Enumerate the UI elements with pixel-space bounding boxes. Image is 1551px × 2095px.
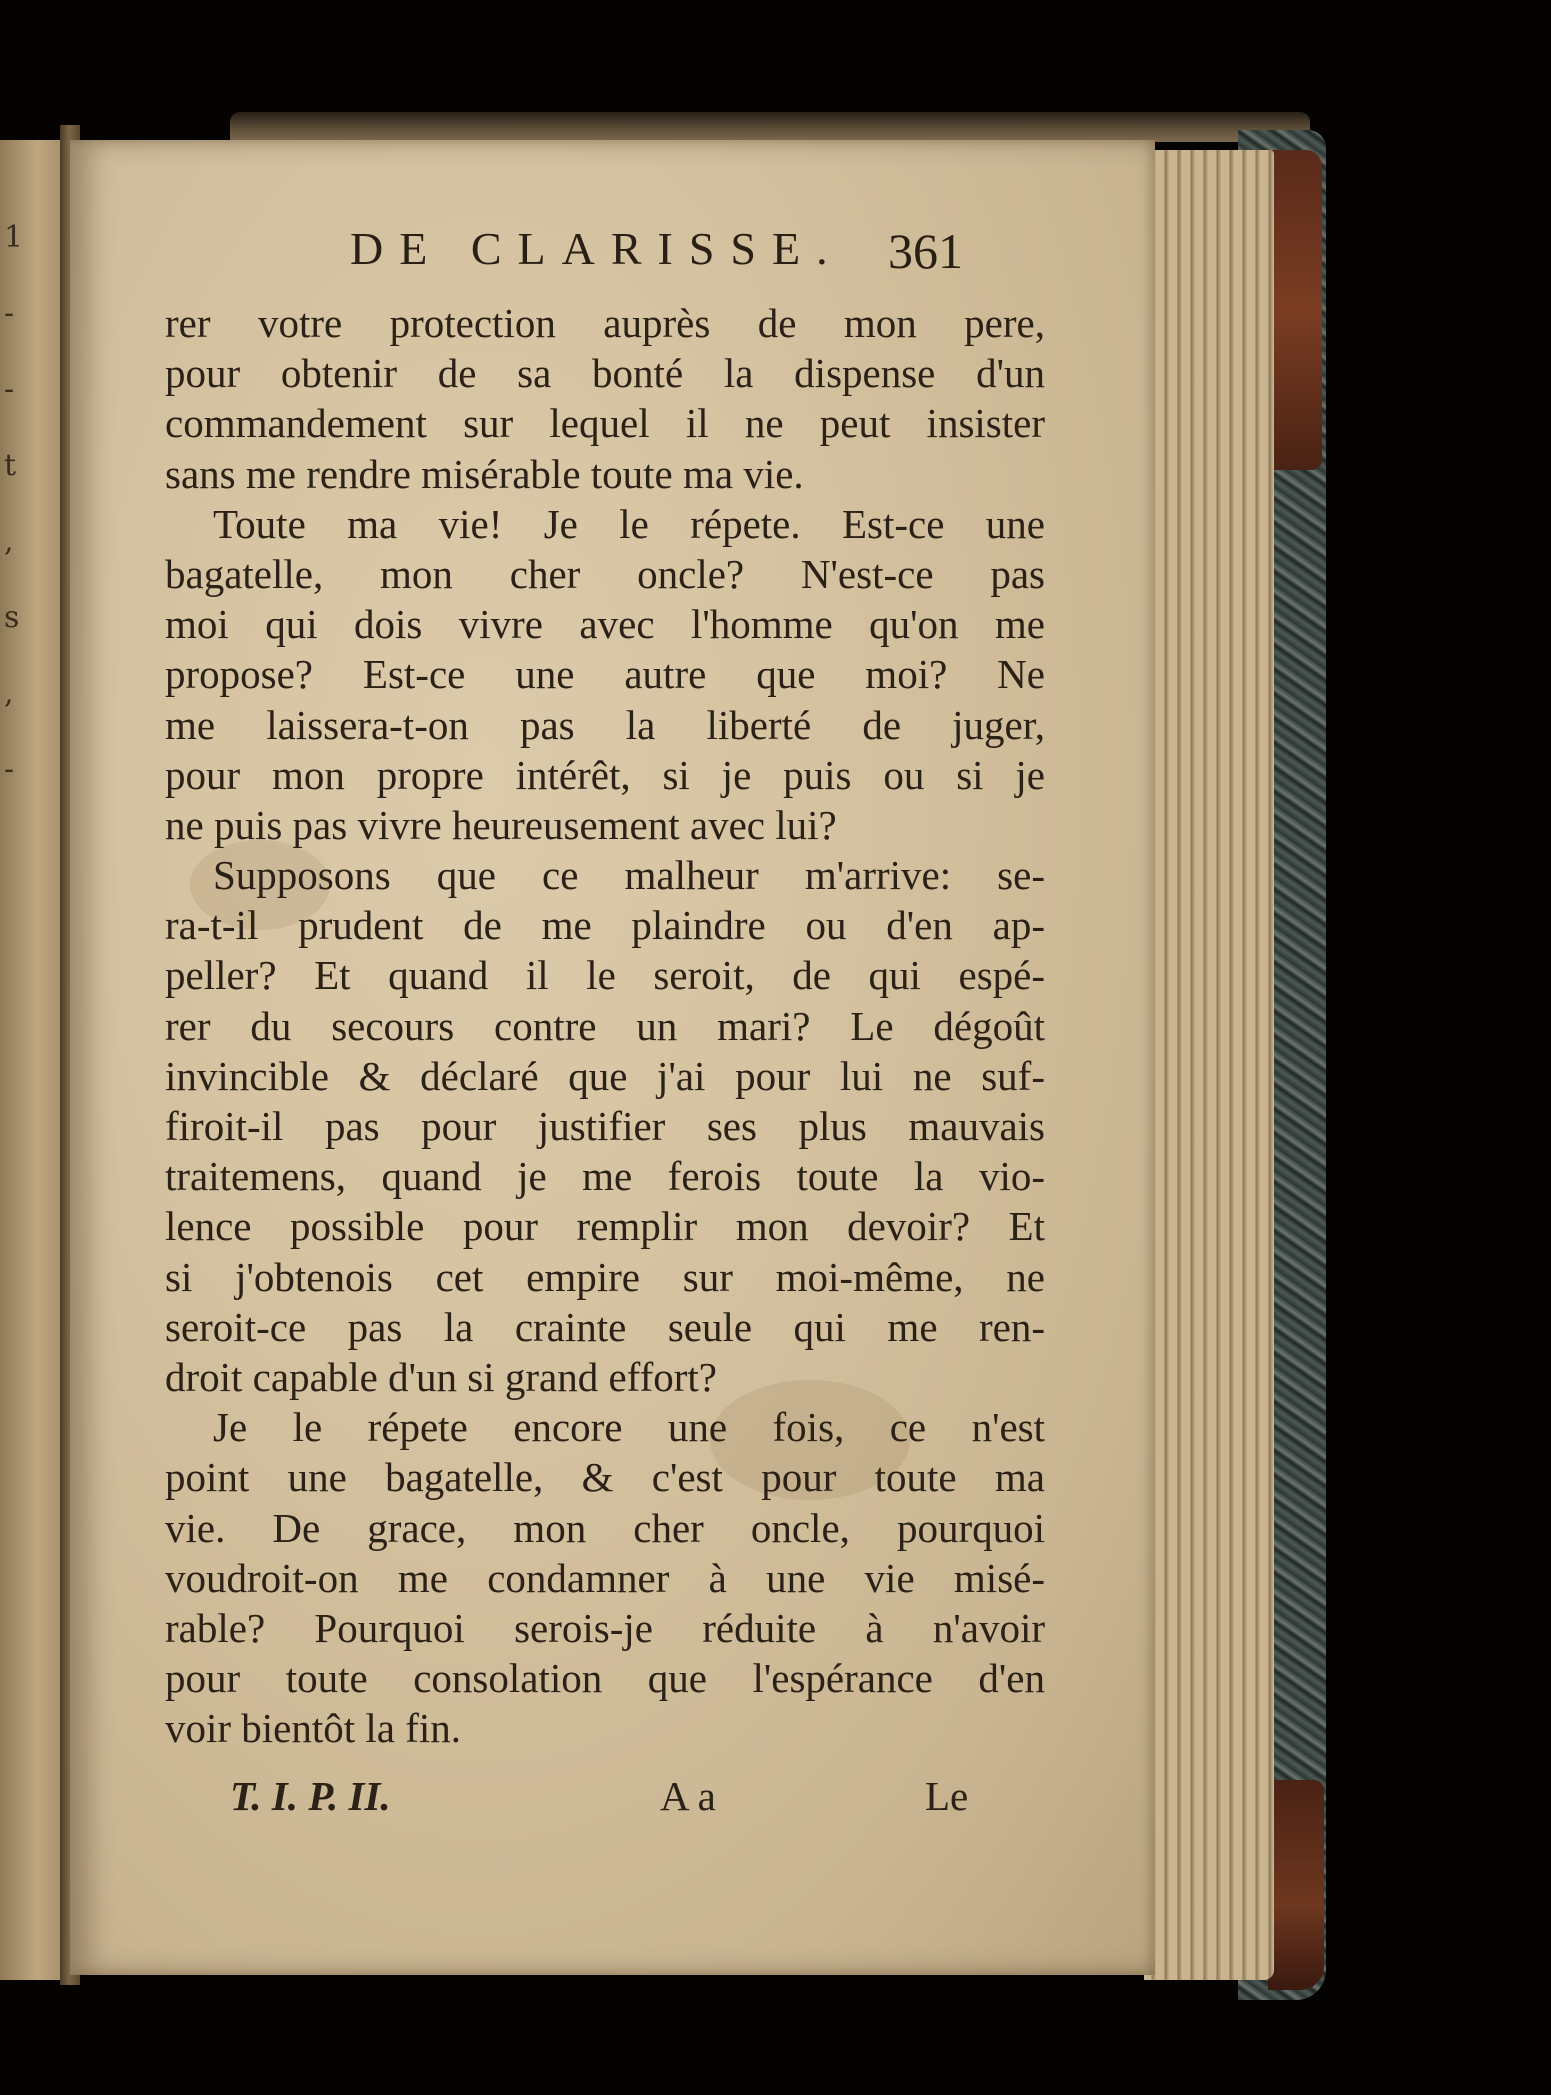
- catchword: Le: [925, 1773, 969, 1819]
- cover-leather-corner-bottom: [1268, 1780, 1324, 1990]
- text-line: rer du secours contre un mari? Le dégoût: [165, 1002, 1045, 1049]
- text-line: invincible & déclaré que j'ai pour lui ne suf-: [165, 1052, 1045, 1099]
- text-line: traitemens, quand je me ferois toute la vio-: [165, 1153, 1045, 1200]
- text-line: rer votre protection auprès de mon pere,: [165, 300, 1045, 346]
- text-line: Supposons que ce malheur m'arrive: se-: [213, 852, 1045, 899]
- text-line: bagatelle, mon cher oncle? N'est-ce pas: [165, 550, 1045, 597]
- text-line: me laissera-t-on pas la liberté de juger,: [165, 701, 1045, 748]
- text-line: pour obtenir de sa bonté la dispense d'un: [165, 350, 1045, 397]
- left-page-fragment: -: [4, 372, 15, 407]
- text-line: pour mon propre intérêt, si je puis ou si je: [165, 751, 1045, 798]
- text-line: propose? Est-ce une autre que moi? Ne: [165, 651, 1045, 698]
- text-line: commandement sur lequel il ne peut insister: [165, 400, 1045, 447]
- text-line: seroit-ce pas la crainte seule qui me ren-: [165, 1303, 1045, 1350]
- text-line: rable? Pourquoi serois-je réduite à n'avoir: [165, 1604, 1045, 1651]
- text-line: pour toute consolation que l'espérance d'en: [165, 1655, 1045, 1702]
- text-line: voir bientôt la fin.: [165, 1705, 462, 1752]
- left-page-fragment: s: [4, 600, 20, 635]
- page-footer: [70, 1772, 1155, 1832]
- text-line: moi qui dois vivre avec l'homme qu'on me: [165, 601, 1045, 648]
- previous-page-edge: [0, 140, 68, 1980]
- running-head: [70, 222, 1155, 292]
- book-headband: [230, 112, 1310, 142]
- left-page-fragment: t: [4, 448, 17, 483]
- page-number: 361: [888, 223, 963, 279]
- signature-volume: T. I. P. II.: [230, 1773, 391, 1819]
- text-line: firoit-il pas pour justifier ses plus mauvais: [165, 1103, 1045, 1149]
- running-head-title: DE CLARISSE.: [350, 223, 844, 274]
- text-line: droit capable d'un si grand effort?: [165, 1353, 717, 1400]
- left-page-fragment: ,: [4, 524, 14, 559]
- signature-mark: A a: [660, 1773, 716, 1819]
- book-page: [70, 140, 1155, 1975]
- text-line: vie. De grace, mon cher oncle, pourquoi: [165, 1504, 1045, 1551]
- left-page-fragment: -: [4, 752, 15, 787]
- left-page-fragment: -: [4, 296, 15, 331]
- text-line: point une bagatelle, & c'est pour toute ma: [165, 1454, 1045, 1501]
- text-line: peller? Et quand il le seroit, de qui espé-: [165, 952, 1045, 999]
- left-page-fragment: ,: [4, 676, 14, 711]
- left-page-fragment: 1: [4, 220, 24, 255]
- body-text: [165, 298, 1045, 1753]
- text-line: si j'obtenois cet empire sur moi-même, ne: [165, 1253, 1045, 1300]
- text-line: ne puis pas vivre heureusement avec lui?: [165, 801, 837, 848]
- text-line: sans me rendre misérable toute ma vie.: [165, 450, 804, 497]
- text-line: lence possible pour remplir mon devoir? Et: [165, 1203, 1045, 1250]
- text-line: Je le répete encore une fois, ce n'est: [213, 1404, 1045, 1451]
- text-line: ra-t-il prudent de me plaindre ou d'en ap-: [165, 902, 1045, 949]
- page-fore-edge: [1144, 150, 1274, 1980]
- text-line: Toute ma vie! Je le répete. Est-ce une: [213, 500, 1045, 547]
- text-line: voudroit-on me condamner à une vie misé-: [165, 1554, 1045, 1601]
